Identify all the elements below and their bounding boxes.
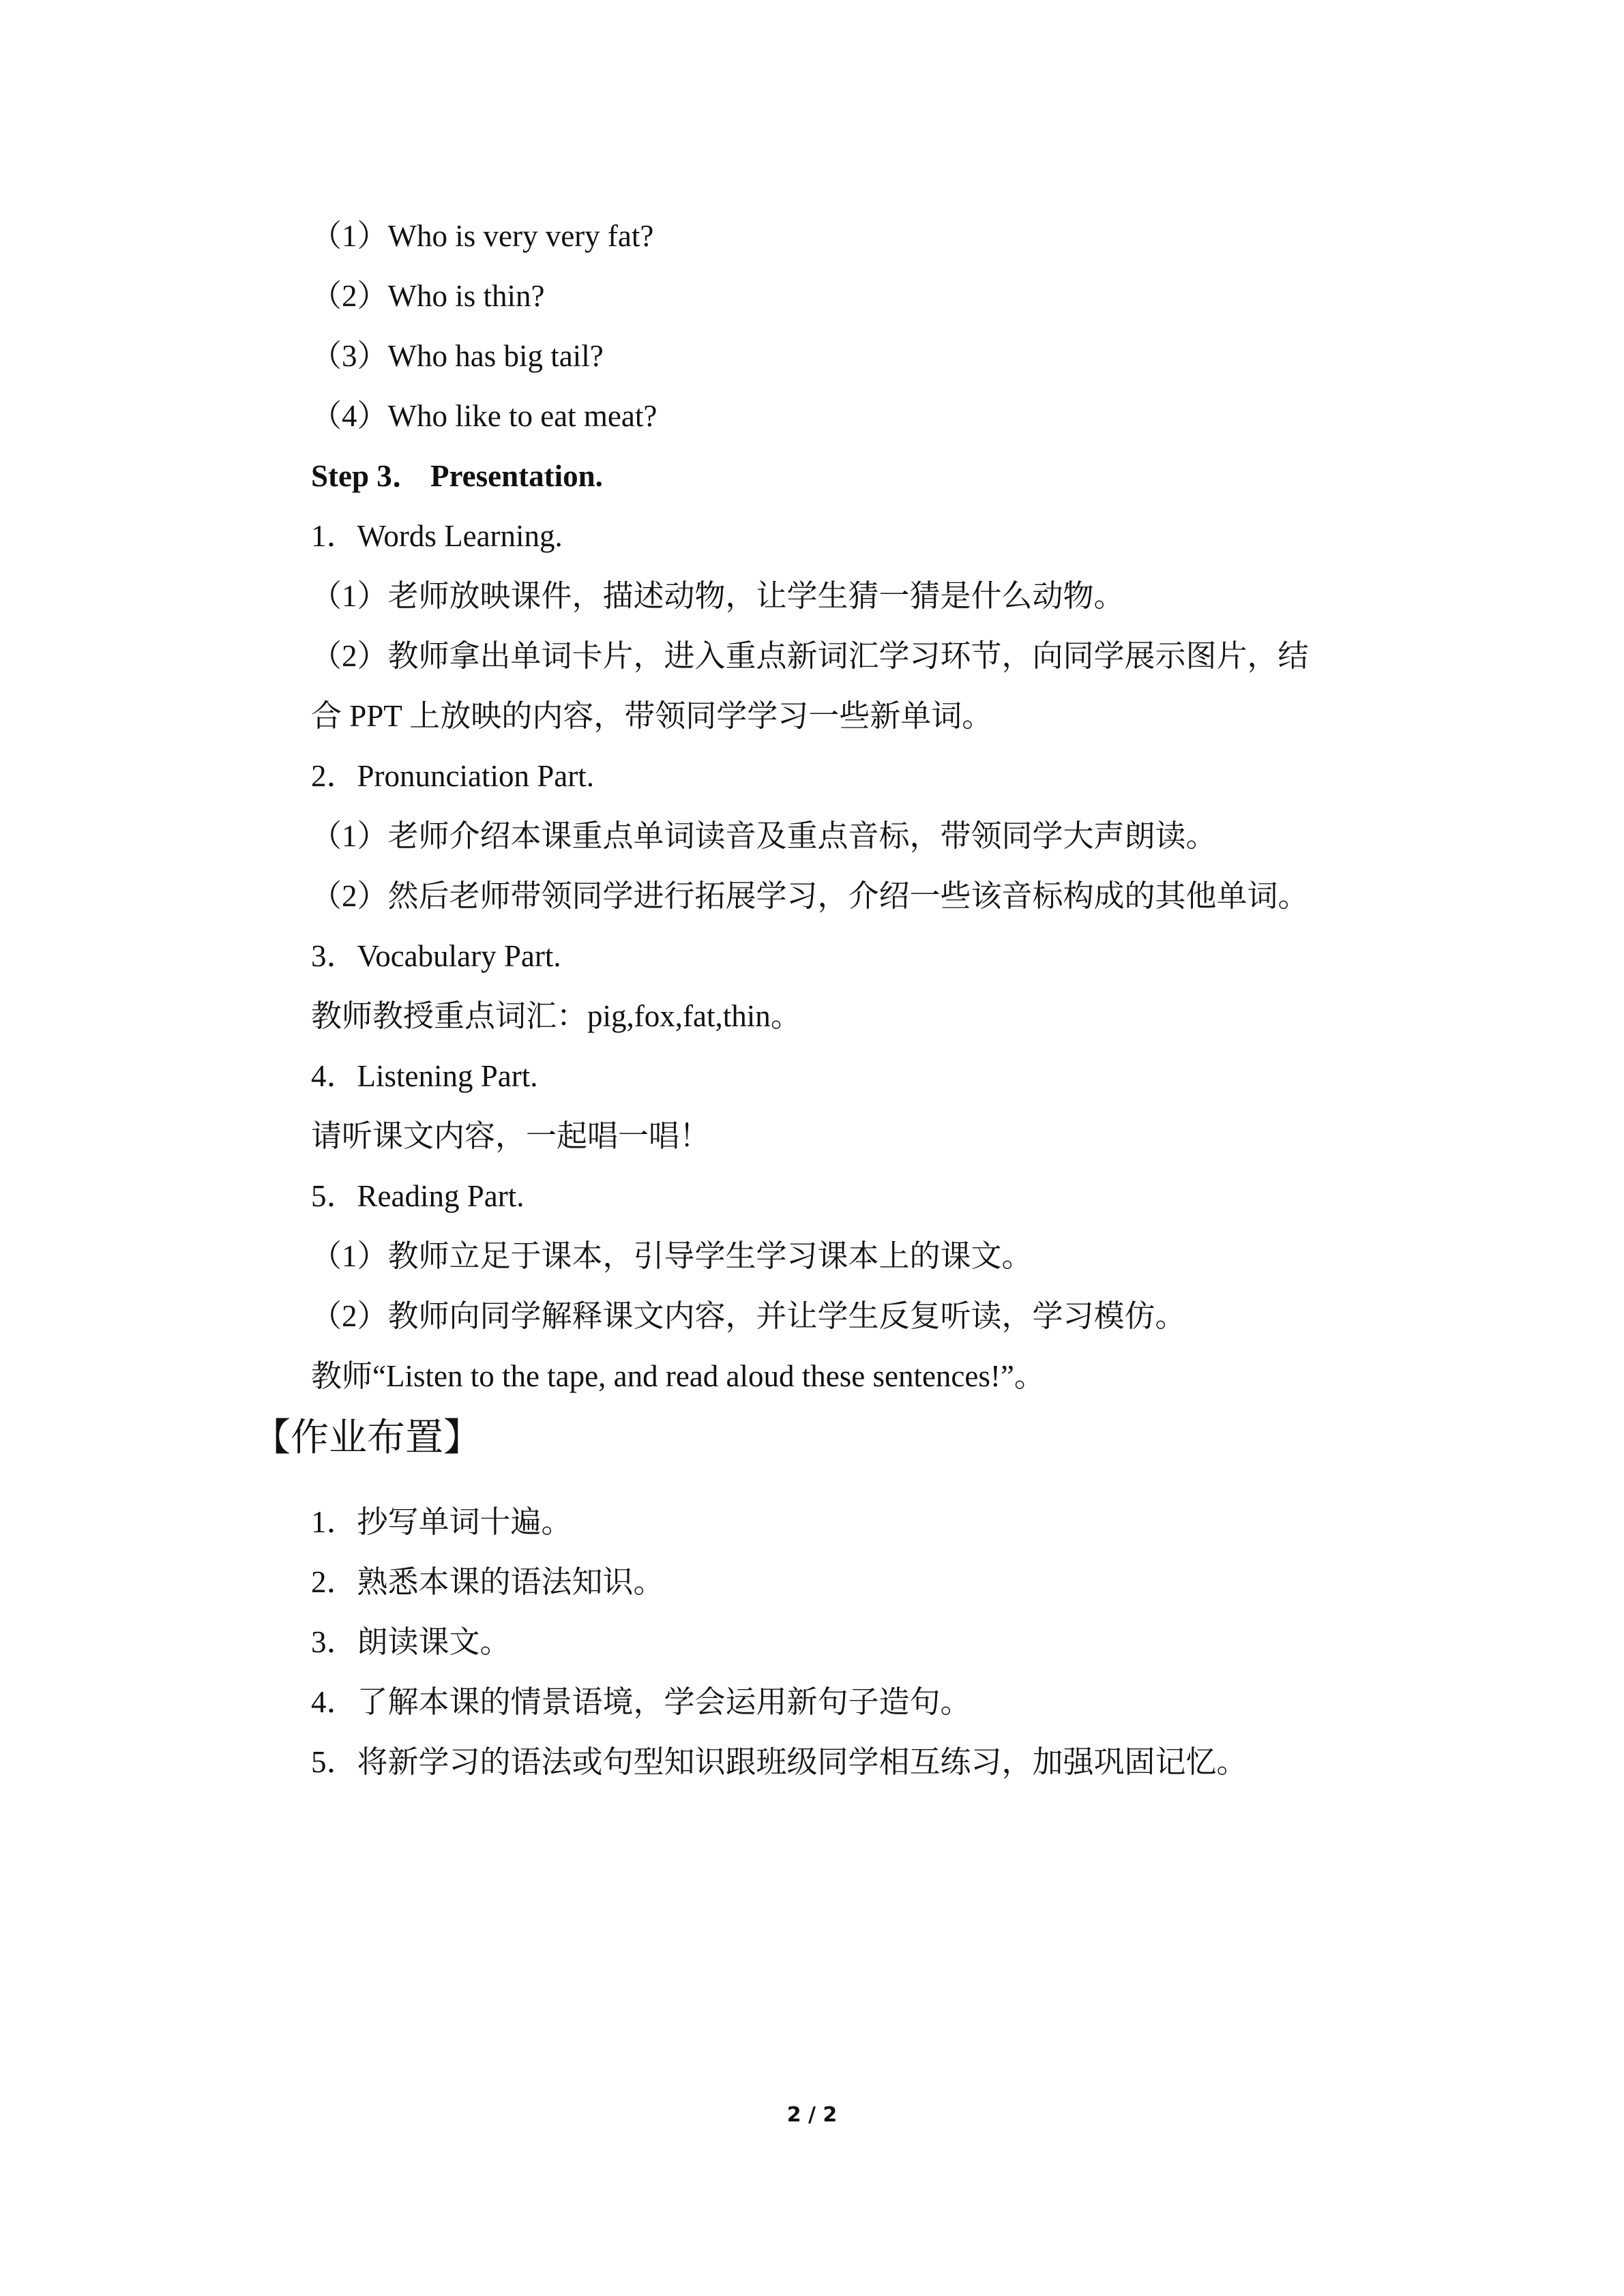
- pronunciation-title: 2．Pronunciation Part.: [311, 759, 594, 793]
- pronunciation-item-2: （2）然后老师带领同学进行拓展学习，介绍一些该音标构成的其他单词。: [311, 879, 1309, 913]
- listening-text: 请听课文内容，一起唱一唱！: [311, 1119, 711, 1153]
- words-learning-title: 1．Words Learning.: [311, 519, 563, 553]
- question-1: （1）Who is very very fat?: [311, 219, 654, 253]
- step3-title: Step 3． Presentation.: [311, 459, 603, 493]
- homework-item-4: 4．了解本课的情景语境，学会运用新句子造句。: [311, 1685, 971, 1719]
- homework-heading: 【作业布置】: [252, 1416, 482, 1460]
- question-4: （4）Who like to eat meat?: [311, 399, 658, 433]
- pronunciation-item-1: （1）老师介绍本课重点单词读音及重点音标，带领同学大声朗读。: [311, 819, 1217, 853]
- reading-item-2: （2）教师向同学解释课文内容，并让学生反复听读，学习模仿。: [311, 1299, 1186, 1333]
- page-number: 2 / 2: [786, 2103, 838, 2127]
- words-learning-item-2-line-1: （2）教师拿出单词卡片，进入重点新词汇学习环节，向同学展示图片，结: [311, 639, 1309, 673]
- homework-item-1: 1．抄写单词十遍。: [311, 1505, 572, 1539]
- homework-item-2: 2．熟悉本课的语法知识。: [311, 1565, 664, 1599]
- words-learning-item-1: （1）老师放映课件，描述动物，让学生猜一猜是什么动物。: [311, 579, 1125, 613]
- vocabulary-text: 教师教授重点词汇：pig,fox,fat,thin。: [311, 999, 801, 1033]
- listening-title: 4．Listening Part.: [311, 1059, 538, 1093]
- reading-quote: 教师“Listen to the tape, and read aloud these sentences!”。: [311, 1359, 1045, 1393]
- question-3: （3）Who has big tail?: [311, 339, 604, 373]
- question-2: （2）Who is thin?: [311, 279, 545, 313]
- reading-title: 5．Reading Part.: [311, 1179, 525, 1213]
- reading-item-1: （1）教师立足于课本，引导学生学习课本上的课文。: [311, 1239, 1033, 1273]
- homework-item-5: 5．将新学习的语法或句型知识跟班级同学相互练习，加强巩固记忆。: [311, 1745, 1247, 1779]
- words-learning-item-2-line-2: 合 PPT 上放映的内容，带领同学学习一些新单词。: [311, 699, 993, 733]
- vocabulary-title: 3．Vocabulary Part.: [311, 939, 561, 973]
- homework-item-3: 3．朗读课文。: [311, 1625, 511, 1659]
